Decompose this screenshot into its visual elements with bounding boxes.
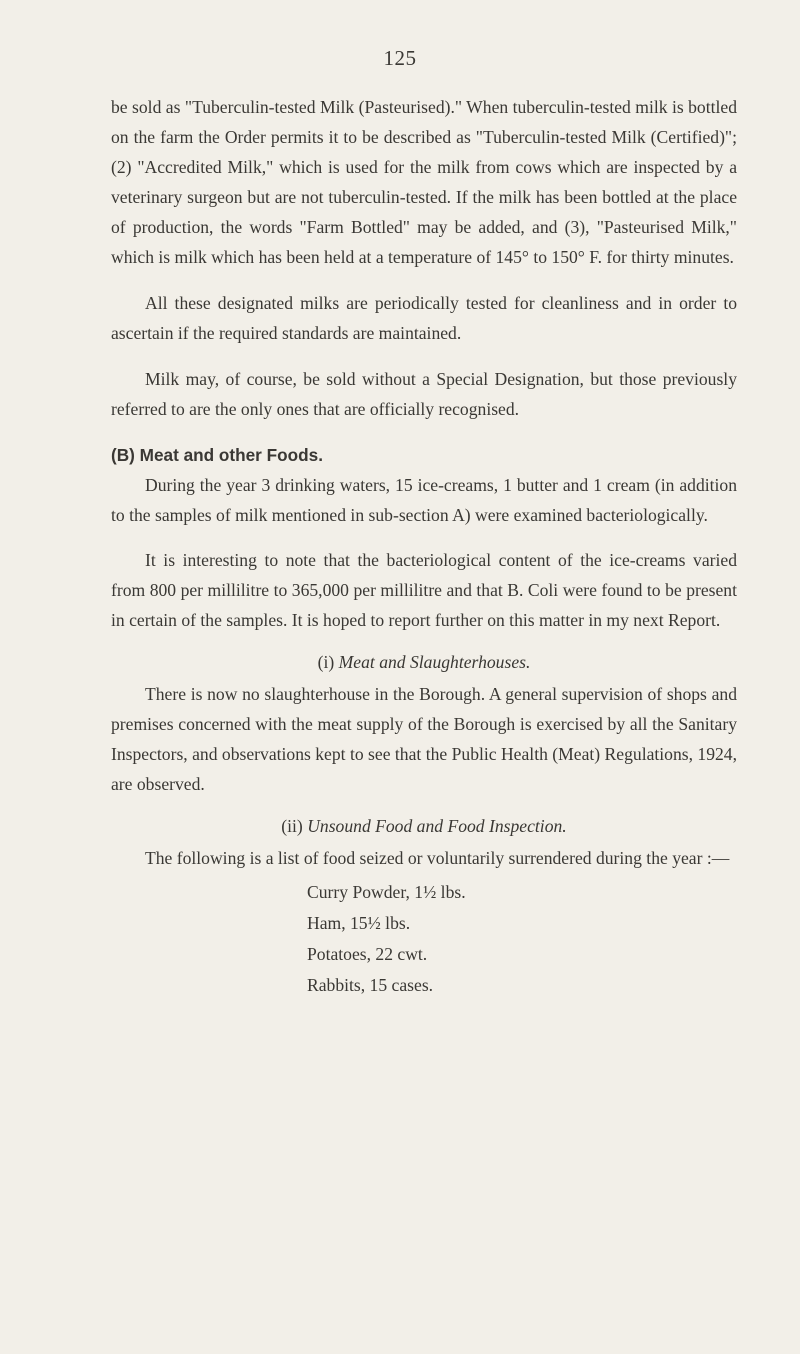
subsection-number: (ii): [281, 816, 303, 836]
paragraph-special-designation: Milk may, of course, be sold without a Special Designation, but those previously referred to are the only ones that are officially recognised.: [111, 369, 737, 419]
body-text: [111, 92, 737, 1001]
food-list: [111, 877, 737, 1001]
section-heading-meat-foods: (B) Meat and other Foods.: [111, 445, 323, 465]
subsection-number: (i): [317, 652, 335, 672]
subsection-heading-unsound-food: [111, 811, 737, 841]
paragraph-slaughterhouse: There is now no slaughterhouse in the Borough. A general supervision of shops and premises concerned with the meat supply of the Borough is exercised by all the Sanitary Inspectors, and observations kept to see that the Public Health (Meat) Regulations, 1924, are observed.: [111, 684, 737, 794]
subsection-title: Unsound Food and Food Inspection.: [307, 816, 567, 836]
subsection-title: Meat and Slaughterhouses.: [338, 652, 531, 672]
list-item: Curry Powder, 1½ lbs.: [307, 882, 466, 902]
list-item: Ham, 15½ lbs.: [307, 913, 411, 933]
list-item: Rabbits, 15 cases.: [307, 975, 434, 995]
paragraph-testing: All these designated milks are periodically tested for cleanliness and in order to ascertain if the required standards are maintained.: [111, 293, 737, 343]
list-item: Potatoes, 22 cwt.: [307, 944, 428, 964]
paragraph-designated-milk: be sold as "Tuberculin-tested Milk (Pasteurised)." When tuberculin-tested milk is bottled on the farm the Order permits it to be described as "Tuberculin-tested Milk (Certified)"; (2) "Accredited Milk," which is used for the milk from cows which are inspected by a veterinary surgeon but are not tuberculin-tested. If the milk has been bottled at the place of production, the words "Farm Bottled" may be added, and (3), "Pasteurised Milk," which is milk which has been held at a temperature of 145° to 150° F. for thirty minutes.: [111, 97, 737, 267]
paragraph-ice-cream-content: It is interesting to note that the bacteriological content of the ice-creams varied from 800 per millilitre to 365,000 per millilitre and that B. Coli were found to be present in certain of the samples. It is hoped to report further on this matter in my next Report.: [111, 550, 737, 630]
page-number: 125: [383, 46, 417, 70]
subsection-heading-meat: [111, 647, 737, 677]
paragraph-food-seized: The following is a list of food seized or voluntarily surrendered during the year :—: [145, 848, 730, 868]
paragraph-bacteriological-samples: During the year 3 drinking waters, 15 ice-creams, 1 butter and 1 cream (in addition to the samples of milk mentioned in sub-section A) were examined bacteriologically.: [111, 475, 737, 525]
